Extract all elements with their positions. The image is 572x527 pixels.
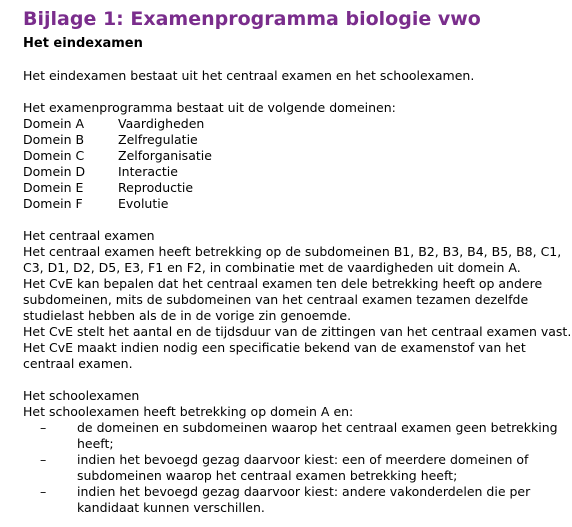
central-exam-line: Het CvE stelt het aantal en de tijdsduur van de zittingen van het centraal examen vast. (23, 324, 572, 339)
school-exam-intro: Het schoolexamen heeft betrekking op domein A en: (23, 404, 354, 419)
spacer (23, 372, 572, 388)
section-subtitle: Het eindexamen (23, 36, 143, 51)
domain-row (23, 148, 572, 164)
spacer (23, 212, 572, 228)
domain-code: Domein A (23, 116, 85, 131)
central-exam-heading: Het centraal examen (23, 228, 155, 243)
central-exam-line: subdomeinen, mits de subdomeinen van het centraal examen tezamen dezelfde (23, 292, 529, 307)
central-exam-body (23, 244, 572, 372)
intro-paragraph: Het eindexamen bestaat uit het centraal examen en het schoolexamen. (23, 68, 475, 83)
domain-list (23, 116, 572, 212)
school-exam-list (23, 420, 572, 516)
domain-code: Domein B (23, 132, 85, 147)
list-item-line: indien het bevoegd gezag daarvoor kiest: een of meerdere domeinen of (77, 452, 529, 467)
central-exam-line: centraal examen. (23, 356, 133, 371)
list-item-line: indien het bevoegd gezag daarvoor kiest: andere vakonderdelen die per (77, 484, 531, 499)
spacer (23, 84, 572, 100)
domain-name: Zelfregulatie (118, 132, 198, 147)
domain-row (23, 116, 572, 132)
domain-name: Zelforganisatie (118, 148, 212, 163)
list-item-line: subdomeinen waarop het centraal examen betrekking heeft; (77, 468, 458, 483)
domain-name: Evolutie (118, 196, 169, 211)
domain-row (23, 132, 572, 148)
domain-name: Vaardigheden (118, 116, 205, 131)
domain-row (23, 164, 572, 180)
domain-name: Reproductie (118, 180, 194, 195)
list-item (23, 452, 572, 484)
domain-name: Interactie (118, 164, 178, 179)
school-exam-heading: Het schoolexamen (23, 388, 140, 403)
central-exam-line: studielast hebben als de in de vorige zin genoemde. (23, 308, 352, 323)
list-item-line: de domeinen en subdomeinen waarop het centraal examen geen betrekking (77, 420, 558, 435)
document-title: Bijlage 1: Examenprogramma biologie vwo (23, 8, 481, 30)
central-exam-line: Het centraal examen heeft betrekking op de subdomeinen B1, B2, B3, B4, B5, B8, C1, (23, 244, 562, 259)
spacer (23, 52, 572, 68)
domain-code: Domein C (23, 148, 85, 163)
dash-bullet: – (40, 420, 47, 435)
list-item-line: heeft; (77, 436, 114, 451)
domains-intro: Het examenprogramma bestaat uit de volgende domeinen: (23, 100, 396, 115)
domain-row (23, 196, 572, 212)
domain-row (23, 180, 572, 196)
central-exam-line: Het CvE kan bepalen dat het centraal examen ten dele betrekking heeft op andere (23, 276, 543, 291)
list-item (23, 420, 572, 452)
list-item (23, 484, 572, 516)
domain-code: Domein E (23, 180, 84, 195)
dash-bullet: – (40, 484, 47, 499)
central-exam-line: C3, D1, D2, D5, E3, F1 en F2, in combinatie met de vaardigheden uit domein A. (23, 260, 521, 275)
dash-bullet: – (40, 452, 47, 467)
central-exam-line: Het CvE maakt indien nodig een specificatie bekend van de examenstof van het (23, 340, 526, 355)
domain-code: Domein F (23, 196, 83, 211)
list-item-line: kandidaat kunnen verschillen. (77, 500, 265, 515)
domain-code: Domein D (23, 164, 86, 179)
